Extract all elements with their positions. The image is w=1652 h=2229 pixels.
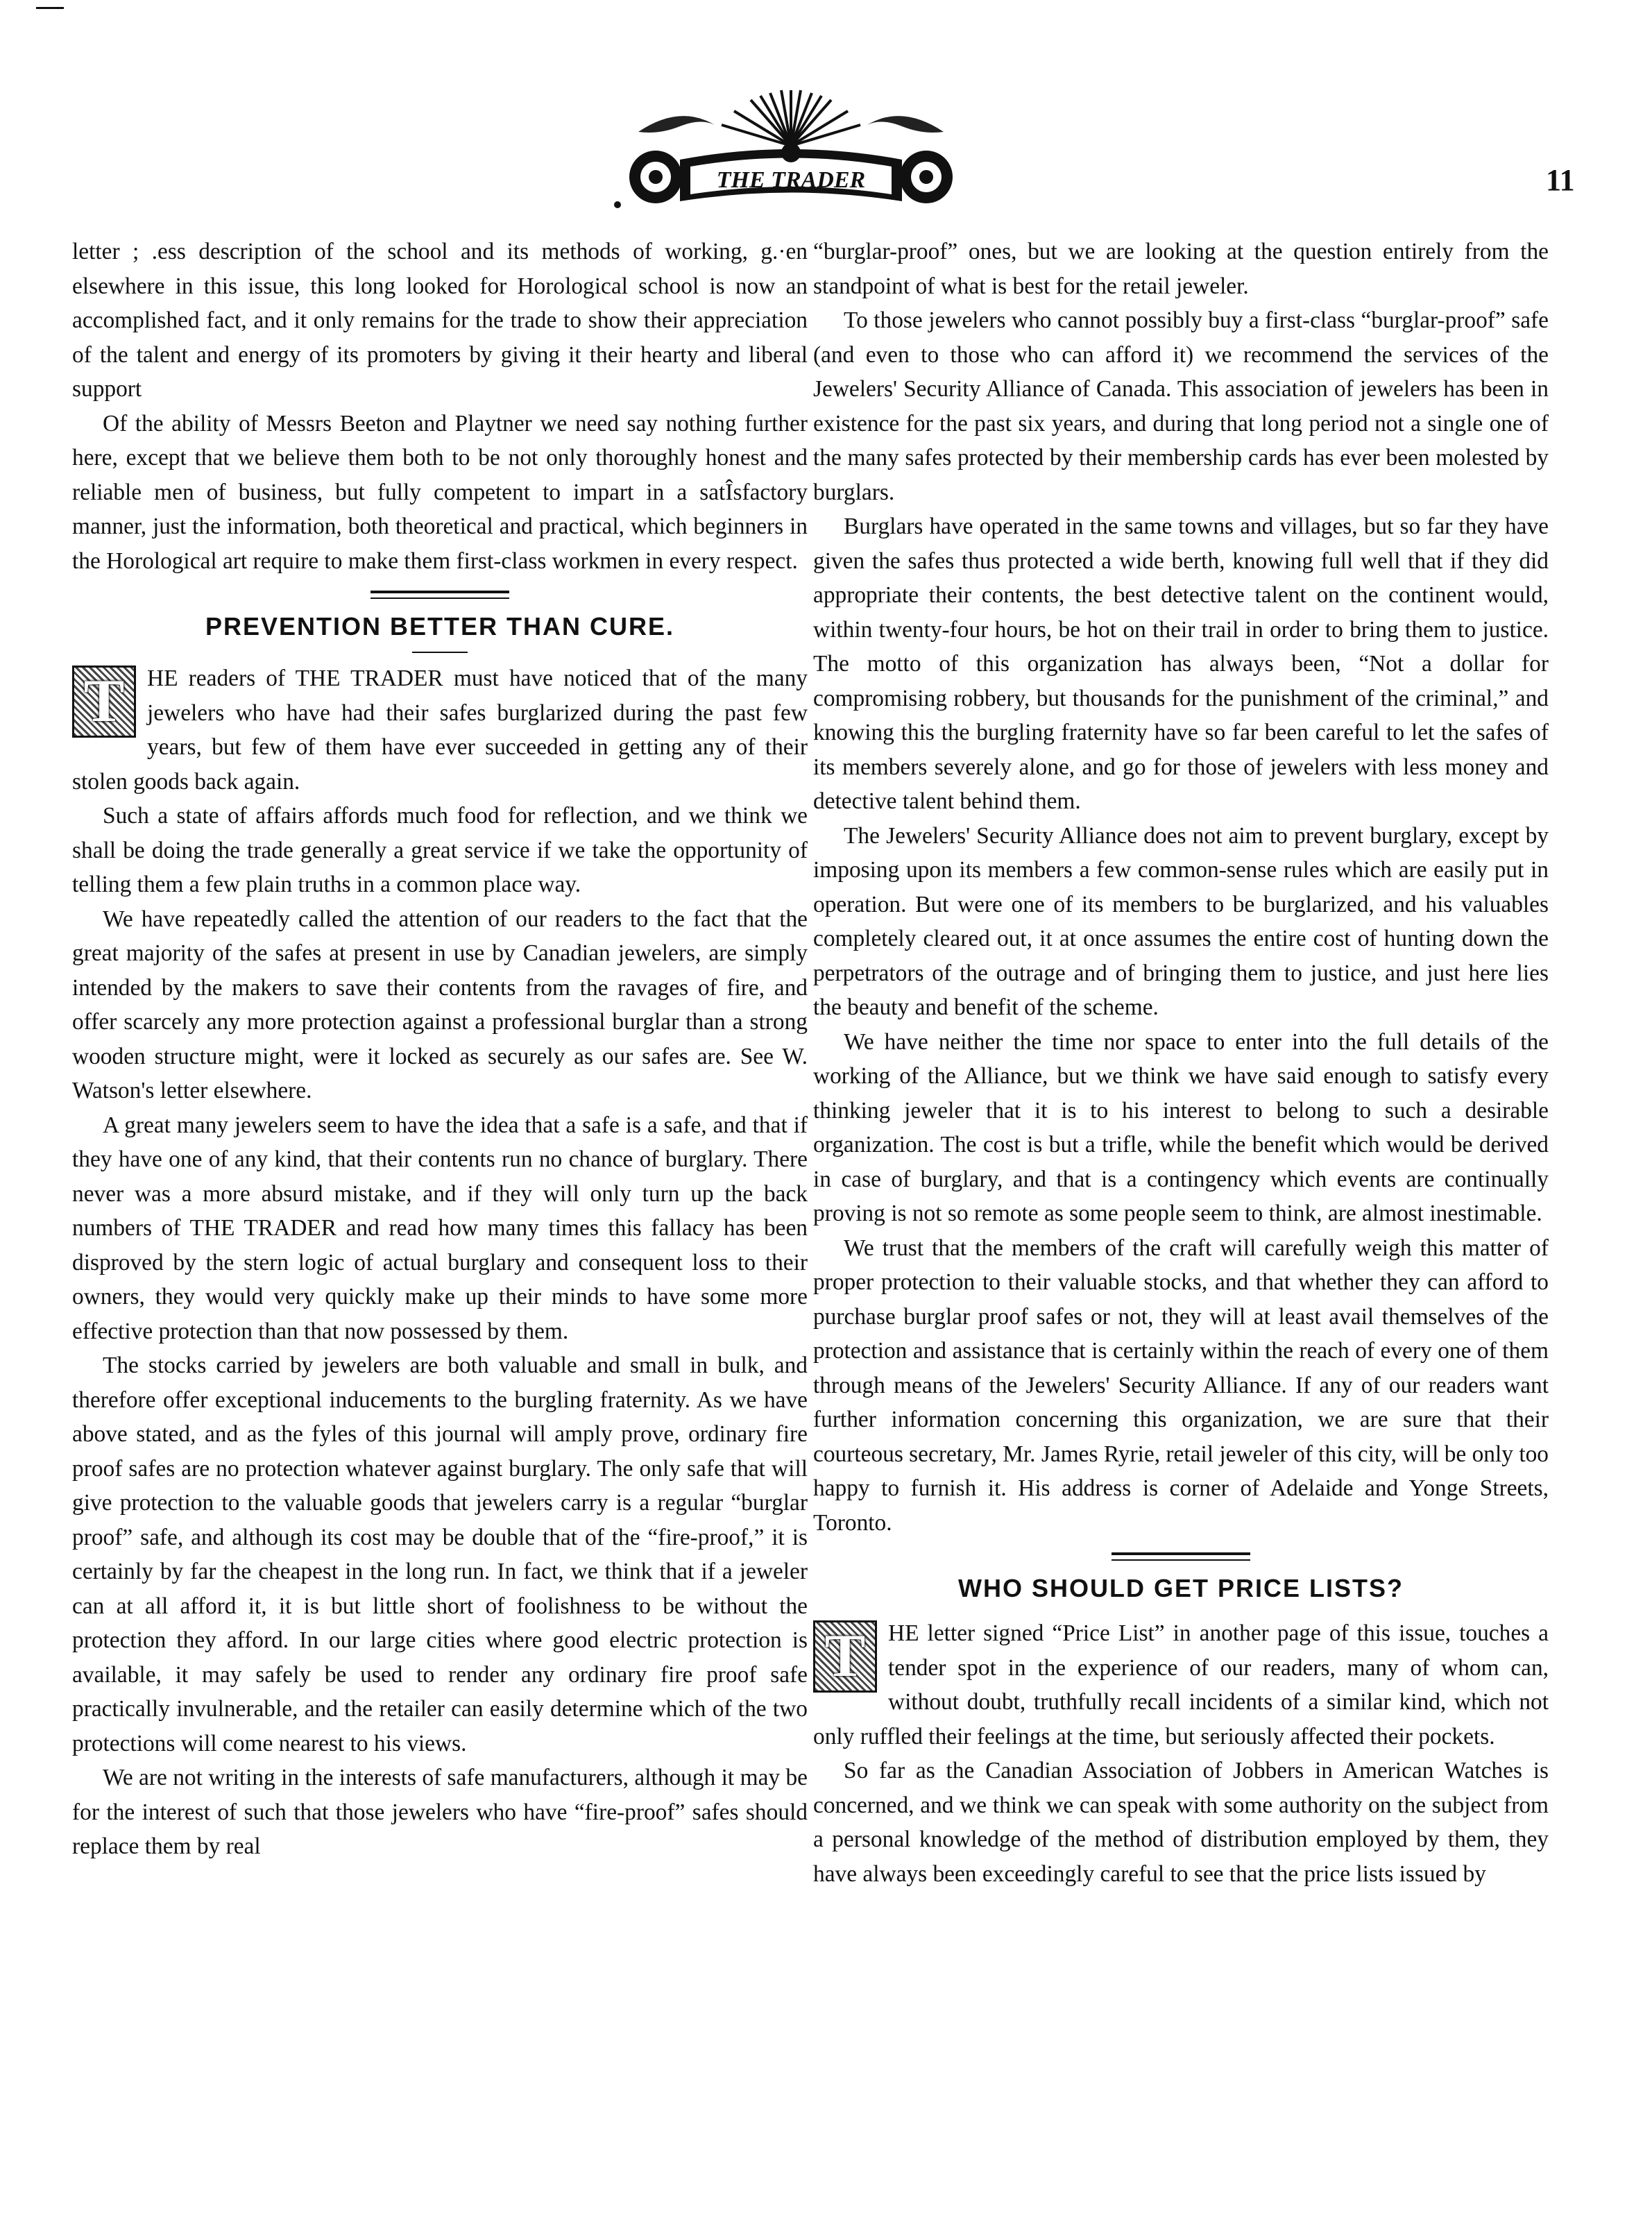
masthead-ornament: [597, 83, 985, 215]
right-column: [813, 235, 1549, 1891]
section-divider: [371, 591, 509, 599]
article-paragraph: Burglars have operated in the same towns and villages, but so far they have given the safes thus protected a wide berth, knowing full well that if they did appropriate their contents, the best detective talent on the continent would, within twenty-four hours, be hot on their trail in order to bring them to justice. The motto of this organization has always been, “Not a dollar for compromising robbery, but thousands for the punishment of the criminal,” and knowing this the burgling fraternity have so far been careful to let the safes of its members severely alone, and go for those of jewelers with less money and detective talent behind them.: [813, 514, 1549, 814]
article-paragraph: We are not writing in the interests of safe manufacturers, although it may be for the interest of such that those jewelers who have “fire-proof” safes should replace them by real: [72, 1765, 808, 1859]
article-paragraph: A great many jewelers seem to have the idea that a safe is a safe, and that if they have one of any kind, that their contents run no chance of burglary. There never was a more absurd mistake, and if they will only turn up the back numbers of THE TRADER and read how many times this fallacy has been disproved by the stern logic of actual burglary and consequent loss to their owners, they would very quickly make up their minds to have some more effective protection than that now possessed by them.: [72, 1112, 808, 1344]
article-paragraph: To those jewelers who cannot possibly buy a first-class “burglar-proof” safe (and even to those who can afford it) we recommend the services of the Jewelers' Security Alliance of Canada. This association of jewelers has been in existence for the past six years, and during that long period not a single one of the many safes protected by their membership cards has ever been molested by burglars.: [813, 307, 1549, 505]
article-lead-paragraph: T HE readers of THE TRADER must have noticed that of the many jewelers who have had their safes burglarized during the past few years, but few of them have ever succeeded in getting any of their stolen goods back again.: [72, 666, 808, 795]
article-paragraph: The Jewelers' Security Alliance does not aim to prevent burglary, except by imposing upon its members a few common-sense rules which are easily put in operation. But were one of its members to be burglarized, and his valuables completely cleared out, it at once assumes the entire cost of hunting down the perpetrators of the outrage and of bringing them to justice, and just here lies the beauty and benefit of the scheme.: [813, 822, 1549, 1020]
left-column: [72, 235, 808, 1864]
article-paragraph: “burglar-proof” ones, but we are looking at the question entirely from the standpoint of what is best for the retail jeweler.: [813, 239, 1549, 299]
heading-rule: [412, 652, 468, 653]
article-paragraph: We have neither the time nor space to enter into the full details of the working of the Alliance, but we think we have said enough to satisfy every thinking jeweler that it is to his interest to belong to such a desirable organization. The cost is but a trifle, while the benefit which would be derived in case of burglary, and that is a contingency which events are continually proving is not so remote as some people seem to think, are almost inestimable.: [813, 1028, 1549, 1226]
article-paragraph: We trust that the members of the craft will carefully weigh this matter of proper protection to their valuable stocks, and that whether they can afford to purchase burglar proof safes or not, they will at least avail themselves of the protection and assistance that is certainly within the reach of every one of them through means of the Jewelers' Security Alliance. If any of our readers want further information concerning this organization, we are sure that their courteous secretary, Mr. James Ryrie, retail jeweler of this city, will be only too happy to furnish it. His address is corner of Adelaide and Yonge Streets, Toronto.: [813, 1235, 1549, 1536]
article-paragraph: Such a state of affairs affords much food for reflection, and we think we shall be doing the trade generally a great service if we take the opportunity of telling them a few plain truths in a common place way.: [72, 803, 808, 897]
article-paragraph: We have repeatedly called the attention of our readers to the fact that the great majority of the safes at present in use by Canadian jewelers, are simply intended by the makers to save their contents from the ravages of fire, and offer scarcely any more protection against a professional burglar than a strong wooden structure might, were it locked as securely as our safes are. See W. Watson's letter elsewhere.: [72, 906, 808, 1103]
section-divider: [1112, 1552, 1250, 1561]
article-heading-price-lists: WHO SHOULD GET PRICE LISTS?: [957, 1574, 1404, 1602]
intro-paragraph: letter ; .ess description of the school and its methods of working, g.·en elsewhere in this issue, this long looked for Horological school is now an accomplished fact, and it only remains for the trade to show their appreciation of the talent and energy of its promoters by giving it their hearty and liberal support: [72, 239, 808, 402]
page-number: 11: [1546, 163, 1575, 197]
article-lead-paragraph: T HE letter signed “Price List” in another page of this issue, touches a tender spot in the experience of our readers, many of whom can, without doubt, truthfully recall incidents of a similar kind, which not only ruffled their feelings at the time, but seriously affected their pockets.: [813, 1620, 1549, 1749]
page-corner-mark: [36, 7, 64, 9]
article-paragraph: The stocks carried by jewelers are both valuable and small in bulk, and therefore offer exceptional inducements to the burgling fraternity. As we have above stated, and as the fyles of this journal will amply prove, ordinary fire proof safes are no protection whatever against burglary. The only safe that will give protection to the valuable goods that jewelers carry is a regular “burglar proof” safe, and although its cost may be double that of the “fire-proof,” it is certainly by far the cheapest in the long run. In fact, we think that if a jeweler can at all afford it, it is but little short of foolishness to be without the protection they afford. In our large cities where good electric protection is available, it may safely be used to render any ordinary fire proof safe practically invulnerable, and the retailer can easily determine which of the two protections will come nearest to his views.: [72, 1353, 808, 1756]
article-heading-prevention: PREVENTION BETTER THAN CURE.: [205, 612, 675, 641]
intro-paragraph: Of the ability of Messrs Beeton and Playtner we need say nothing further here, except that we believe them both to be not only thoroughly honest and reliable men of business, but fully competent to impart in a satÎsfactory manner, just the information, both theoretical and practical, which beginners in the Horological art require to make them first-class workmen in every respect.: [72, 410, 808, 574]
dropcap-initial: T: [813, 1620, 877, 1693]
masthead-title: THE TRADER: [716, 167, 866, 193]
article-paragraph: So far as the Canadian Association of Jobbers in American Watches is concerned, and we think we can speak with some authority on the subject from a personal knowledge of the method of distribution employed by them, they have always been exceedingly careful to see that the price lists issued by: [813, 1758, 1549, 1887]
dropcap-initial: T: [72, 666, 136, 738]
